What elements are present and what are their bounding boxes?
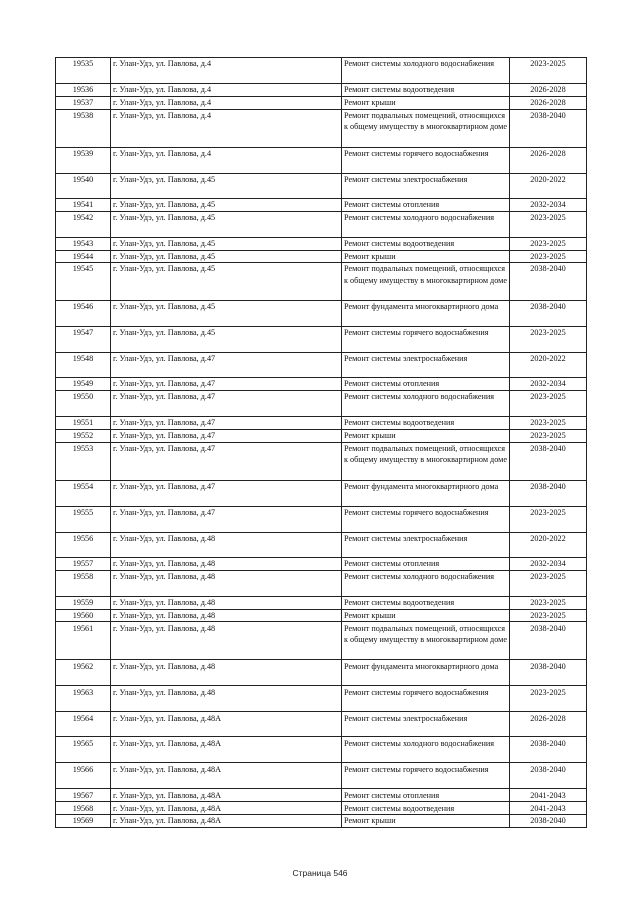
row-work-type: Ремонт системы электроснабжения <box>342 173 510 198</box>
row-period: 2023-2025 <box>510 58 587 84</box>
row-number: 19545 <box>56 263 111 301</box>
table-row <box>56 660 587 686</box>
row-address: г. Улан-Удэ, ул. Павлова, д.48А <box>111 814 342 827</box>
row-number: 19541 <box>56 198 111 211</box>
row-address: г. Улан-Удэ, ул. Павлова, д.45 <box>111 327 342 353</box>
row-work-type: Ремонт системы холодного водоснабжения <box>342 391 510 417</box>
table-row <box>56 250 587 263</box>
row-address: г. Улан-Удэ, ул. Павлова, д.48А <box>111 737 342 763</box>
table-row <box>56 263 587 301</box>
row-number: 19549 <box>56 378 111 391</box>
row-address: г. Улан-Удэ, ул. Павлова, д.48 <box>111 557 342 570</box>
table-row <box>56 378 587 391</box>
row-address: г. Улан-Удэ, ул. Павлова, д.47 <box>111 442 342 480</box>
row-work-type: Ремонт системы отопления <box>342 789 510 802</box>
row-period: 2038-2040 <box>510 763 587 789</box>
row-number: 19554 <box>56 480 111 506</box>
row-number: 19535 <box>56 58 111 84</box>
row-work-type: Ремонт системы водоотведения <box>342 237 510 250</box>
row-period: 2023-2025 <box>510 391 587 417</box>
row-work-type: Ремонт фундамента многоквартирного дома <box>342 480 510 506</box>
table-row <box>56 97 587 110</box>
row-period: 2038-2040 <box>510 660 587 686</box>
row-address: г. Улан-Удэ, ул. Павлова, д.4 <box>111 147 342 173</box>
table-row <box>56 198 587 211</box>
row-number: 19558 <box>56 570 111 596</box>
row-number: 19564 <box>56 712 111 737</box>
row-address: г. Улан-Удэ, ул. Павлова, д.48А <box>111 763 342 789</box>
row-number: 19560 <box>56 609 111 622</box>
row-number: 19548 <box>56 353 111 378</box>
table-row <box>56 480 587 506</box>
row-address: г. Улан-Удэ, ул. Павлова, д.4 <box>111 97 342 110</box>
row-work-type: Ремонт системы горячего водоснабжения <box>342 147 510 173</box>
row-number: 19556 <box>56 532 111 557</box>
row-address: г. Улан-Удэ, ул. Павлова, д.48А <box>111 712 342 737</box>
row-number: 19551 <box>56 417 111 430</box>
table-row <box>56 686 587 712</box>
row-work-type: Ремонт системы холодного водоснабжения <box>342 570 510 596</box>
table-row <box>56 391 587 417</box>
row-period: 2023-2025 <box>510 596 587 609</box>
row-number: 19559 <box>56 596 111 609</box>
row-address: г. Улан-Удэ, ул. Павлова, д.45 <box>111 173 342 198</box>
table-row <box>56 570 587 596</box>
row-address: г. Улан-Удэ, ул. Павлова, д.48 <box>111 532 342 557</box>
row-period: 2041-2043 <box>510 802 587 815</box>
row-work-type: Ремонт системы горячего водоснабжения <box>342 686 510 712</box>
row-number: 19552 <box>56 430 111 443</box>
row-work-type: Ремонт системы отопления <box>342 378 510 391</box>
row-work-type: Ремонт фундамента многоквартирного дома <box>342 660 510 686</box>
row-period: 2023-2025 <box>510 327 587 353</box>
table-row <box>56 109 587 147</box>
table-row <box>56 802 587 815</box>
table-row <box>56 596 587 609</box>
row-period: 2020-2022 <box>510 173 587 198</box>
row-address: г. Улан-Удэ, ул. Павлова, д.47 <box>111 378 342 391</box>
row-number: 19567 <box>56 789 111 802</box>
table-row <box>56 301 587 327</box>
row-number: 19544 <box>56 250 111 263</box>
row-address: г. Улан-Удэ, ул. Павлова, д.4 <box>111 84 342 97</box>
table-row <box>56 814 587 827</box>
row-period: 2032-2034 <box>510 198 587 211</box>
table-row <box>56 237 587 250</box>
table-row <box>56 763 587 789</box>
row-period: 2038-2040 <box>510 814 587 827</box>
row-work-type: Ремонт системы отопления <box>342 557 510 570</box>
row-address: г. Улан-Удэ, ул. Павлова, д.47 <box>111 430 342 443</box>
row-period: 2038-2040 <box>510 737 587 763</box>
row-number: 19566 <box>56 763 111 789</box>
table-row <box>56 737 587 763</box>
table-row <box>56 417 587 430</box>
row-work-type: Ремонт системы отопления <box>342 198 510 211</box>
row-period: 2038-2040 <box>510 480 587 506</box>
row-number: 19557 <box>56 557 111 570</box>
row-number: 19569 <box>56 814 111 827</box>
row-period: 2023-2025 <box>510 570 587 596</box>
table-row <box>56 430 587 443</box>
row-address: г. Улан-Удэ, ул. Павлова, д.48 <box>111 686 342 712</box>
row-work-type: Ремонт системы водоотведения <box>342 802 510 815</box>
table-row <box>56 58 587 84</box>
table-row <box>56 173 587 198</box>
row-number: 19563 <box>56 686 111 712</box>
row-work-type: Ремонт системы водоотведения <box>342 596 510 609</box>
row-work-type: Ремонт крыши <box>342 250 510 263</box>
row-period: 2038-2040 <box>510 109 587 147</box>
row-address: г. Улан-Удэ, ул. Павлова, д.48А <box>111 802 342 815</box>
row-work-type: Ремонт крыши <box>342 97 510 110</box>
table-row <box>56 609 587 622</box>
row-address: г. Улан-Удэ, ул. Павлова, д.45 <box>111 250 342 263</box>
row-period: 2023-2025 <box>510 250 587 263</box>
row-period: 2023-2025 <box>510 430 587 443</box>
row-work-type: Ремонт системы холодного водоснабжения <box>342 58 510 84</box>
row-number: 19543 <box>56 237 111 250</box>
row-period: 2023-2025 <box>510 417 587 430</box>
row-period: 2026-2028 <box>510 147 587 173</box>
row-number: 19542 <box>56 211 111 237</box>
row-period: 2026-2028 <box>510 97 587 110</box>
row-address: г. Улан-Удэ, ул. Павлова, д.45 <box>111 237 342 250</box>
row-number: 19536 <box>56 84 111 97</box>
row-work-type: Ремонт системы электроснабжения <box>342 532 510 557</box>
row-work-type: Ремонт подвальных помещений, относящихся к общему имуществу в многоквартирном доме <box>342 622 510 660</box>
page-number: Страница 546 <box>292 868 348 878</box>
row-address: г. Улан-Удэ, ул. Павлова, д.48 <box>111 609 342 622</box>
row-period: 2041-2043 <box>510 789 587 802</box>
row-address: г. Улан-Удэ, ул. Павлова, д.45 <box>111 263 342 301</box>
row-period: 2026-2028 <box>510 84 587 97</box>
row-number: 19562 <box>56 660 111 686</box>
row-work-type: Ремонт системы горячего водоснабжения <box>342 327 510 353</box>
row-address: г. Улан-Удэ, ул. Павлова, д.48 <box>111 660 342 686</box>
row-address: г. Улан-Удэ, ул. Павлова, д.45 <box>111 198 342 211</box>
row-address: г. Улан-Удэ, ул. Павлова, д.47 <box>111 480 342 506</box>
row-address: г. Улан-Удэ, ул. Павлова, д.48А <box>111 789 342 802</box>
row-period: 2020-2022 <box>510 532 587 557</box>
row-address: г. Улан-Удэ, ул. Павлова, д.4 <box>111 109 342 147</box>
table-row <box>56 789 587 802</box>
row-work-type: Ремонт системы холодного водоснабжения <box>342 211 510 237</box>
table-row <box>56 622 587 660</box>
row-number: 19539 <box>56 147 111 173</box>
table-row <box>56 84 587 97</box>
table-row <box>56 327 587 353</box>
table-row <box>56 506 587 532</box>
row-work-type: Ремонт крыши <box>342 814 510 827</box>
row-period: 2023-2025 <box>510 686 587 712</box>
row-work-type: Ремонт системы горячего водоснабжения <box>342 763 510 789</box>
table-row <box>56 712 587 737</box>
row-work-type: Ремонт системы горячего водоснабжения <box>342 506 510 532</box>
table-row <box>56 532 587 557</box>
row-work-type: Ремонт подвальных помещений, относящихся к общему имуществу в многоквартирном доме <box>342 109 510 147</box>
row-work-type: Ремонт подвальных помещений, относящихся к общему имуществу в многоквартирном доме <box>342 263 510 301</box>
row-address: г. Улан-Удэ, ул. Павлова, д.4 <box>111 58 342 84</box>
row-period: 2026-2028 <box>510 712 587 737</box>
table-body <box>56 58 587 828</box>
row-number: 19550 <box>56 391 111 417</box>
row-period: 2023-2025 <box>510 609 587 622</box>
row-number: 19553 <box>56 442 111 480</box>
row-period: 2023-2025 <box>510 237 587 250</box>
row-number: 19561 <box>56 622 111 660</box>
row-work-type: Ремонт фундамента многоквартирного дома <box>342 301 510 327</box>
row-work-type: Ремонт системы холодного водоснабжения <box>342 737 510 763</box>
row-address: г. Улан-Удэ, ул. Павлова, д.48 <box>111 622 342 660</box>
table-row <box>56 353 587 378</box>
row-period: 2038-2040 <box>510 301 587 327</box>
row-address: г. Улан-Удэ, ул. Павлова, д.47 <box>111 417 342 430</box>
row-period: 2023-2025 <box>510 211 587 237</box>
row-number: 19540 <box>56 173 111 198</box>
table-row <box>56 442 587 480</box>
row-work-type: Ремонт подвальных помещений, относящихся к общему имуществу в многоквартирном доме <box>342 442 510 480</box>
row-number: 19555 <box>56 506 111 532</box>
row-address: г. Улан-Удэ, ул. Павлова, д.45 <box>111 301 342 327</box>
row-work-type: Ремонт системы водоотведения <box>342 417 510 430</box>
row-number: 19538 <box>56 109 111 147</box>
row-address: г. Улан-Удэ, ул. Павлова, д.48 <box>111 570 342 596</box>
row-number: 19547 <box>56 327 111 353</box>
row-period: 2038-2040 <box>510 622 587 660</box>
row-period: 2038-2040 <box>510 442 587 480</box>
row-work-type: Ремонт крыши <box>342 430 510 443</box>
table-row <box>56 557 587 570</box>
row-number: 19537 <box>56 97 111 110</box>
row-work-type: Ремонт системы электроснабжения <box>342 712 510 737</box>
row-work-type: Ремонт системы электроснабжения <box>342 353 510 378</box>
row-work-type: Ремонт крыши <box>342 609 510 622</box>
row-number: 19568 <box>56 802 111 815</box>
table-row <box>56 147 587 173</box>
row-work-type: Ремонт системы водоотведения <box>342 84 510 97</box>
row-address: г. Улан-Удэ, ул. Павлова, д.45 <box>111 211 342 237</box>
row-address: г. Улан-Удэ, ул. Павлова, д.47 <box>111 391 342 417</box>
repair-schedule-table <box>55 57 587 828</box>
row-period: 2023-2025 <box>510 506 587 532</box>
row-address: г. Улан-Удэ, ул. Павлова, д.48 <box>111 596 342 609</box>
row-address: г. Улан-Удэ, ул. Павлова, д.47 <box>111 353 342 378</box>
table-row <box>56 211 587 237</box>
row-period: 2038-2040 <box>510 263 587 301</box>
row-number: 19546 <box>56 301 111 327</box>
row-period: 2032-2034 <box>510 378 587 391</box>
row-number: 19565 <box>56 737 111 763</box>
row-period: 2020-2022 <box>510 353 587 378</box>
row-address: г. Улан-Удэ, ул. Павлова, д.47 <box>111 506 342 532</box>
row-period: 2032-2034 <box>510 557 587 570</box>
